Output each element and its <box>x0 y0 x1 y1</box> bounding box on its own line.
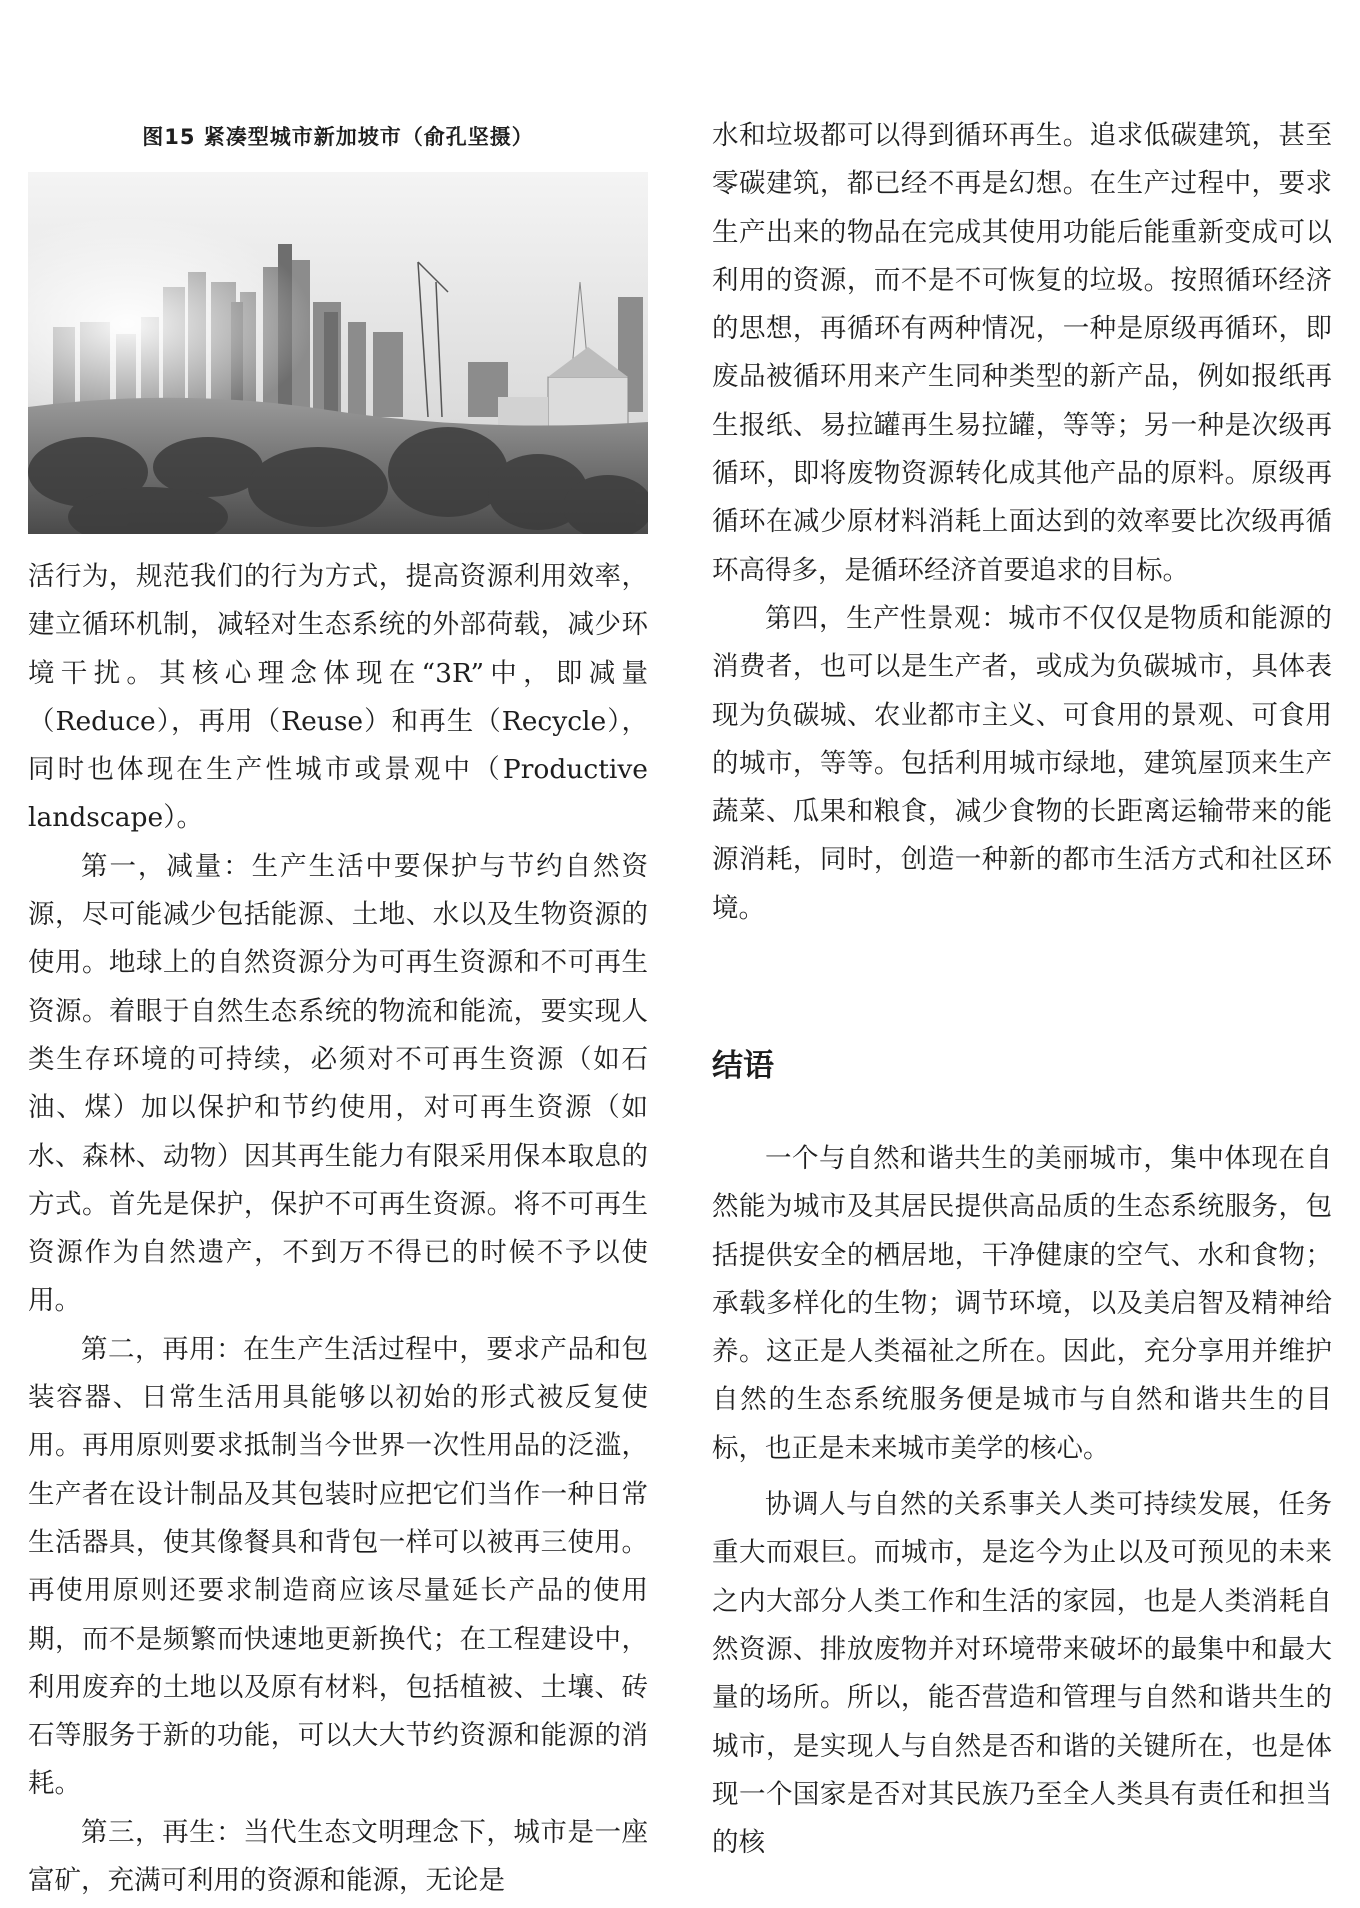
paragraph: 一个与自然和谐共生的美丽城市，集中体现在自然能为城市及其居民提供高品质的生态系统服务，包括提供安全的栖居地，干净健康的空气、水和食物；承载多样化的生物；调节环境，以及美启智及精神给养。这正是人类福祉之所在。因此，充分享用并维护自然的生态系统服务便是城市与自然和谐共生的目标，也正是未来城市美学的核心。 <box>712 1143 1332 1464</box>
singapore-skyline-photo <box>28 172 648 534</box>
paragraph: 第一，减量：生产生活中要保护与节约自然资源，尽可能减少包括能源、土地、水以及生物资源的使用。地球上的自然资源分为可再生资源和不可再生资源。着眼于自然生态系统的物流和能流，要实现人类生存环境的可持续，必须对不可再生资源（如石油、煤）加以保护和节约使用，对可再生资源（如水、森林、动物）因其再生能力有限采用保本取息的方式。首先是保护，保护不可再生资源。将不可再生资源作为自然遗产，不到万不得已的时候不予以使用。 <box>28 850 648 1317</box>
figure-caption: 图15 紧凑型城市新加坡市（俞孔坚摄） <box>142 125 534 149</box>
paragraph: 第二，再用：在生产生活过程中，要求产品和包装容器、日常生活用具能够以初始的形式被反复使用。再用原则要求抵制当今世界一次性用品的泛滥，生产者在设计制品及其包装时应把它们当作一种日常生活器具，使其像餐具和背包一样可以被再三使用。再使用原则还要求制造商应该尽量延长产品的使用期，而不是频繁而快速地更新换代；在工程建设中，利用废弃的土地以及原有材料，包括植被、土壤、砖石等服务于新的功能，可以大大节约资源和能源的消耗。 <box>28 1333 648 1800</box>
right-column-body <box>712 112 1332 933</box>
paragraph: 第三，再生：当代生态文明理念下，城市是一座富矿，充满可利用的资源和能源，无论是 <box>28 1816 648 1897</box>
paragraph: 协调人与自然的关系事关人类可持续发展，任务重大而艰巨。而城市，是迄今为止以及可预见的未来之内大部分人类工作和生活的家园，也是人类消耗自然资源、排放废物并对环境带来破坏的最集中和最大量的场所。所以，能否营造和管理与自然和谐共生的城市，是实现人与自然是否和谐的关键所在，也是体现一个国家是否对其民族乃至全人类具有责任和担当的核 <box>712 1489 1332 1859</box>
left-column-body <box>28 553 648 1905</box>
paragraph: 活行为，规范我们的行为方式，提高资源利用效率，建立循环机制，减轻对生态系统的外部荷载，减少环境干扰。其核心理念体现在“3R”中，即减量（Reduce），再用（Reuse）和再生（Recycle），同时也体现在生产性城市或景观中（Productive landscape）。 <box>28 561 648 834</box>
paragraph: 第四，生产性景观：城市不仅仅是物质和能源的消费者，也可以是生产者，或成为负碳城市，具体表现为负碳城、农业都市主义、可食用的景观、可食用的城市，等等。包括利用城市绿地，建筑屋顶来生产蔬菜、瓜果和粮食，减少食物的长距离运输带来的能源消耗，同时，创造一种新的都市生活方式和社区环境。 <box>712 602 1332 924</box>
conclusion-body <box>712 1135 1332 1867</box>
paragraph: 水和垃圾都可以得到循环再生。追求低碳建筑，甚至零碳建筑，都已经不再是幻想。在生产过程中，要求生产出来的物品在完成其使用功能后能重新变成可以利用的资源，而不是不可恢复的垃圾。按照循环经济的思想，再循环有两种情况，一种是原级再循环，即废品被循环用来产生同种类型的新产品，例如报纸再生报纸、易拉罐再生易拉罐，等等；另一种是次级再循环，即将废物资源转化成其他产品的原料。原级再循环在减少原材料消耗上面达到的效率要比次级再循环高得多，是循环经济首要追求的目标。 <box>712 120 1332 586</box>
section-heading: 结语 <box>712 1048 774 1084</box>
